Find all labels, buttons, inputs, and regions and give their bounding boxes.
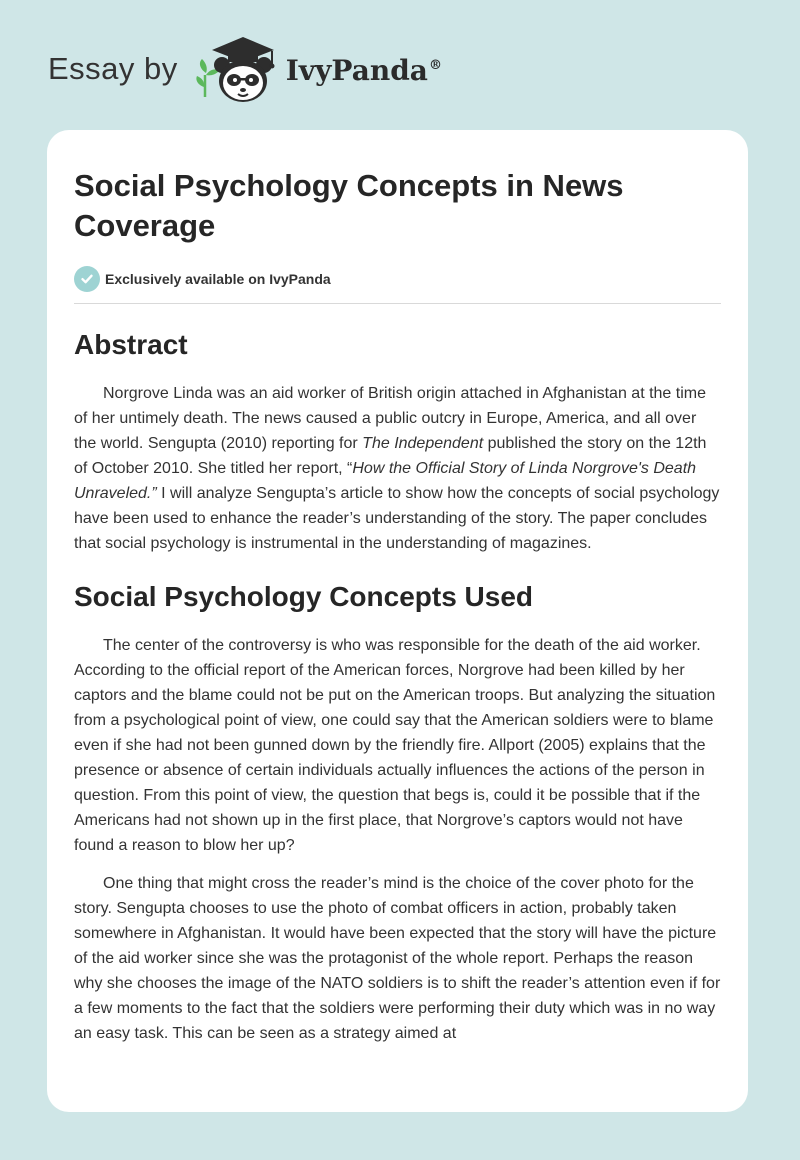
- body-paragraph: [74, 871, 721, 1046]
- paragraph-text: published the story on the 12th of October 2010. She titled her report, “: [74, 435, 707, 477]
- brand-name[interactable]: IvyPanda®: [285, 53, 442, 87]
- italic-text: How the Official Story of Linda Norgrove's Death Unraveled.”: [74, 460, 697, 502]
- section-heading: Abstract: [74, 329, 188, 360]
- check-circle-icon: [74, 266, 100, 292]
- paragraph-text: The center of the controversy is who was responsible for the death of the aid worker. According to the official report of the American forces, Norgrove had been killed by her captors and the blame could not be put on the American troops. But analyzing the situation from a psychological point of view, one could say that the American soldiers were to blame even if she had not been gunned down by the friendly fire. Allport (2005) explains that the presence or absence of certain individuals actually influences the actions of the person in question. From this point of view, the question that begs is, could it be possible that if the Americans had not shown up in the first place, that Norgrove’s captors would not have found a reason to blow her up?: [74, 637, 716, 854]
- paragraph-text: Norgrove Linda was an aid worker of British origin attached in Afghanistan at the time of her untimely death. The news caused a public outcry in Europe, America, and all over the world. Sengupta (2010) reporting for: [74, 385, 706, 452]
- body-paragraph: [74, 633, 721, 858]
- site-header: [48, 36, 442, 106]
- paragraph-text: One thing that might cross the reader’s mind is the choice of the cover photo for the story. Sengupta chooses to use the photo of combat officers in action, probably taken somewhere in Afghanistan. It would have been expected that the story will have the picture of the aid worker since she was the protagonist of the whole report. Perhaps the reason why she chooses the image of the NATO soldiers is to shift the reader’s attention even if for a few moments to the fact that the soldiers were performing their duty which was in no way an easy task. This can be seen as a strategy aimed at: [74, 875, 721, 1042]
- section-heading: Social Psychology Concepts Used: [74, 581, 534, 612]
- divider: [74, 303, 721, 304]
- badge-label: Exclusively available on IvyPanda: [105, 271, 331, 287]
- italic-text: The Independent: [362, 435, 484, 452]
- paragraph-text: I will analyze Sengupta’s article to show how the concepts of social psychology have been used to enhance the reader’s understanding of the story. The paper concludes that social psychology is instrumental in the understanding of magazines.: [74, 485, 720, 552]
- panda-graduate-icon: [192, 35, 282, 107]
- essay-by-label: Essay by: [48, 51, 178, 86]
- article-title: Social Psychology Concepts in News Coverage: [74, 168, 624, 243]
- article-card: [47, 130, 748, 1112]
- article-body: [74, 327, 721, 1046]
- body-paragraph: [74, 381, 721, 556]
- registered-mark: ®: [428, 58, 442, 74]
- exclusive-badge: [74, 266, 721, 292]
